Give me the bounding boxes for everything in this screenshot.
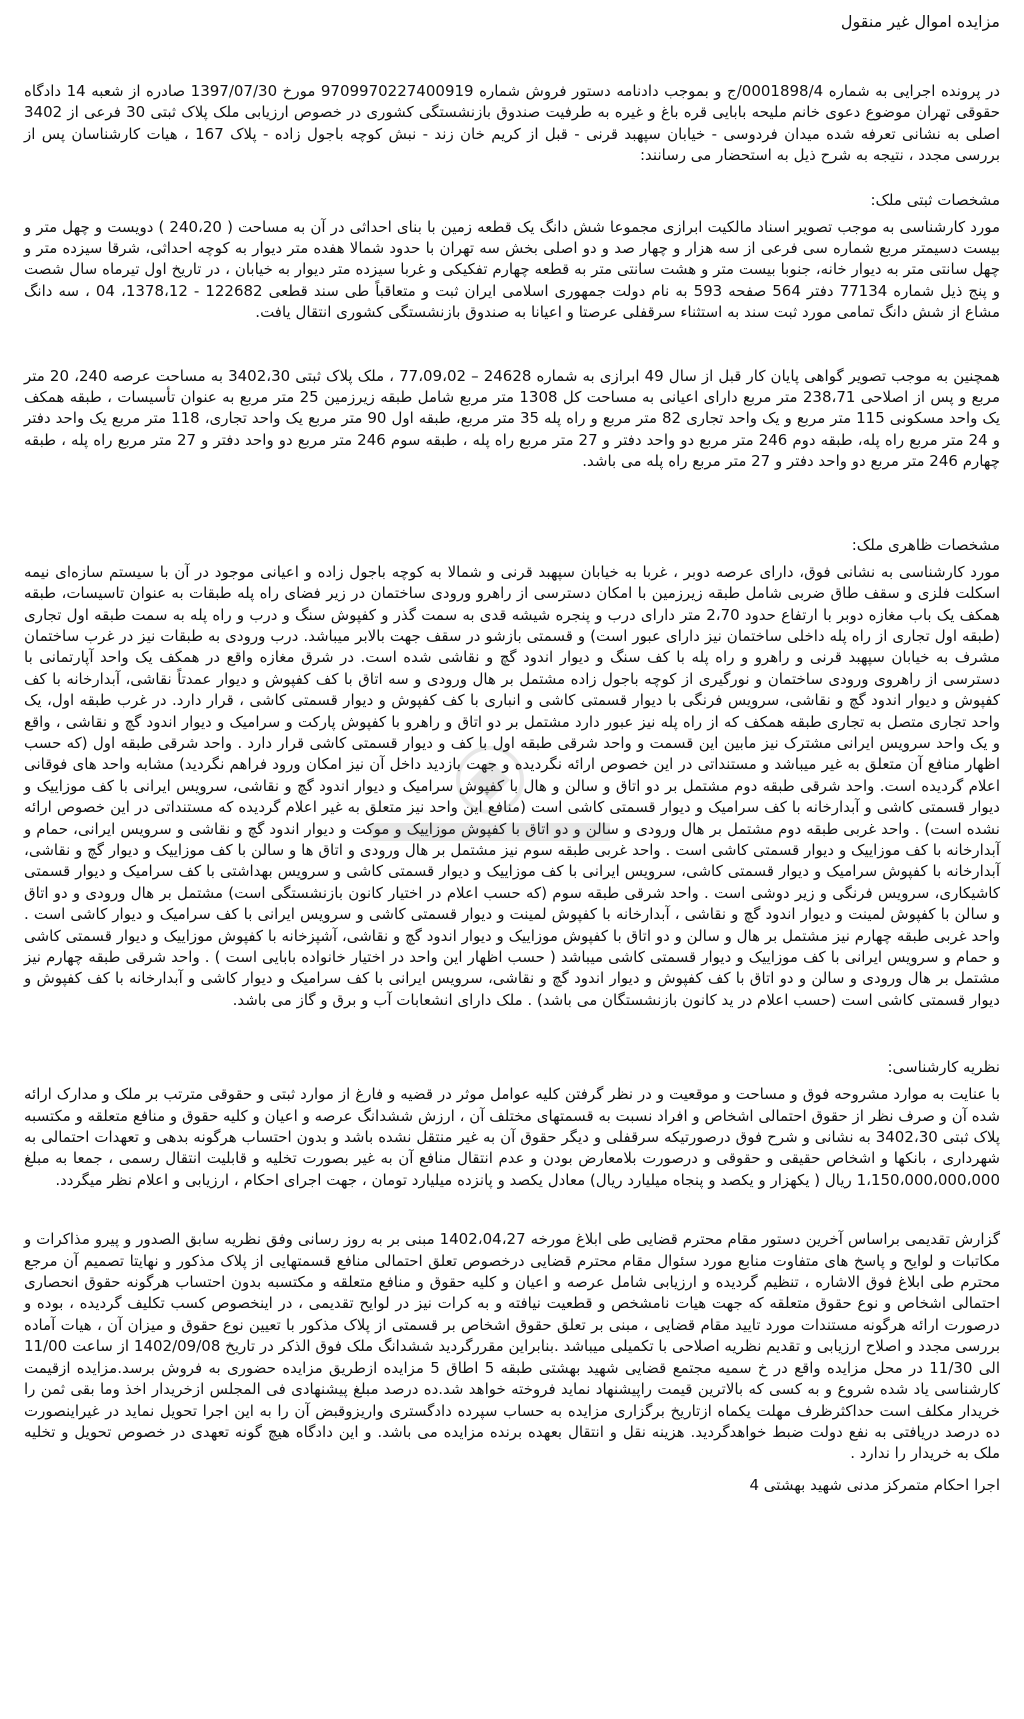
physical-paragraph: مورد کارشناسی به نشانی فوق، دارای عرصه دوبر ، غربا به خیابان سپهبد قرنی و شمالا به کوچه باجول زاده و اعیانی موجود در آن با سیستم سازه‌ای نیمه اسکلت فلزی و سقف طاق ضربی شامل طبقه زیرزمین با امکان دسترسی از راهرو ورودی ساختمان در زیر فضای راه پله طبقات به عنوان تاسیسات، طبقه همکف یک باب مغازه دوبر با ارتفاع حدود 2،70 متر دارای درب و پنجره شیشه قدی به سمت گذر و کفپوش سنگ و درب و راه پله به سمت طبقه اول تجاری (طبقه اول تجاری از راه پله داخلی ساختمان نیز دارای عبور است) و قسمتی بازشو در سقف جهت بالابر میباشد. درب ورودی به طبقات نیز در غرب ساختمان مشرف به خیابان سپهبد قرنی و راهرو و راه پله با کف سنگ و دیوار اندود گچ و نقاشی شده است. در شرق مغازه واقع در همکف یک واحد آپارتمانی با دسترسی از راهروی ورودی ساختمان و نورگیری از کوچه باجول زاده مشتمل بر هال ورودی و سه اتاق با کف کفپوش و دیوار عمدتاً نقاشی، آبدارخانه با کف کفپوش و دیوار اندود گچ و نقاشی، سرویس فرنگی با دیوار قسمتی کاشی و انباری با کف کفپوش و دیوار قسمتی کاشی ، قرار دارد. در غرب طبقه اول، یک واحد تجاری متصل به تجاری طبقه همکف که از راه پله نیز عبور دارد مشتمل بر دو اتاق و راهرو با کفپوش پارکت و سرامیک و دیوار اندود گچ و نقاشی ، واقع و یک واحد سرویس ایرانی مشترک نیز مابین این قسمت و واحد شرقی طبقه اول با کف و دیوار قسمتی کاشی قرار دارد . واحد شرقی طبقه اول (که حسب اظهار منافع آن متعلق به غیر میباشد و مستنداتی در این خصوص ارائه نگردیده و جهت بازدید داخل آن نیز امکان ورود فراهم نگردید) مشابه واحد های فوقانی اعلام گردیده است. واحد شرقی طبقه دوم مشتمل بر دو اتاق و سالن و هال با کفپوش سرامیک و دیوار اندود گچ و نقاشی، سرویس ایرانی با کف موزاییک و دیوار قسمتی کاشی و آبدارخانه با کف سرامیک و دیوار قسمتی کاشی است (منافع این واحد نیز متعلق به غیر اعلام گردیده که مستنداتی در این خصوص ارائه نشده است) . واحد غربی طبقه دوم مشتمل بر هال ورودی و سالن و دو اتاق با کفپوش موزاییک و موکت و دیوار اندود گچ و نقاشی و سرویس ایرانی، حمام و آبدارخانه با کف موزاییک و دیوار قسمتی کاشی است . واحد غربی طبقه سوم نیز مشتمل بر هال ورودی و اتاق ها و سالن با کف موزاییک و دیوار گچ و نقاشی، آبدارخانه با کفپوش سرامیک و دیوار قسمتی کاشی، سرویس ایرانی با کف موزاییک و دیوار قسمتی کاشی و سرویس بهداشتی با کف سرامیک و دیوار قسمتی کاشیکاری، سرویس فرنگی و زیر دوشی است . واحد شرقی طبقه سوم (که حسب اعلام در اختیار کانون بازنشستگی است) مشتمل بر هال ورودی و دو اتاق و سالن با کفپوش لمینت و دیوار اندود گچ و نقاشی ، آبدارخانه با کفپوش لمینت و دیوار قسمتی کاشی و سرویس ایرانی با کف سرامیک و دیوار کاشی است . واحد غربی طبقه چهارم نیز مشتمل بر هال و سالن و دو اتاق با کفپوش موزاییک و دیوار اندود گچ و نقاشی، آشپزخانه با کفپوش موزاییک و دیوار قسمتی کاشی و حمام و سرویس ایرانی با کف موزاییک و دیوار قسمتی کاشی میباشد ( حسب اظهار این واحد در اختیار خانواده بابایی است ) . واحد شرقی طبقه چهارم نیز مشتمل بر هال ورودی و سالن و دو اتاق با کف کفپوش و دیوار اندود گچ و نقاشی، سرویس ایرانی با کف سرامیک و دیوار کاشی و آبدارخانه با کف کفپوش و دیوار قسمتی کاشی است (حسب اعلام در ید کانون بازنشستگان می باشد) . ملک دارای انشعابات آب و برق و گاز می باشد. bbox=[24, 562, 1000, 1009]
opinion-paragraph: با عنایت به موارد مشروحه فوق و مساحت و موقعیت و در نظر گرفتن کلیه عوامل موثر در قضیه و فارغ از موارد ثبتی و حقوقی مترتب بر ملک و مدارک ارائه شده آن و صرف نظر از حقوق احتمالی اشخاص و افراد نسبت به قسمتهای مختلف آن ، ارزش ششدانگ عرصه و اعیان و کلیه حقوق و منافع متعلقه و مکتسبه پلاک ثبتی 3402،30 به نشانی و شرح فوق درصورتیکه سرقفلی و دیگر حقوق آن به غیر منتقل نشده باشد و بدون احتساب هرگونه بدهی و تعهدات احتمالی به شهرداری ، بانکها و اشخاص حقیقی و حقوقی و درصورت بلامعارض بودن و عدم انتقال منافع آن به غیر بصورت تخلیه و قابلیت انتقال رسمی ، جمعا به مبلغ 1،150،000،000،000 ریال ( یکهزار و یکصد و پنجاه میلیارد ریال) معادل یکصد و پانزده میلیارد تومان ، جهت اجرای احکام ، ارزیابی و اعلام نظر میگردد. bbox=[24, 1085, 1000, 1189]
report-paragraph: گزارش تقدیمی براساس آخرین دستور مقام محترم قضایی طی ابلاغ مورخه 1402،04،27 مبنی بر به روز رسانی وفق نظریه سابق الصدور و پیرو مذاکرات و مکاتبات و لوایح و پاسخ های متفاوت منابع مورد سئوال مقام محترم قضایی درخصوص تعلق احتمالی منافع قسمتهایی از پلاک مذکور و نهایتا تصمیم آن مرجع محترم طی ابلاغ فوق الاشاره ، تنظیم گردیده و ارزیابی شامل عرصه و اعیان و کلیه حقوق و منافع متعلقه و مکتسبه بدون احتساب هرگونه حقوق انحصاری احتمالی اشخاص و نوع حقوق متعلقه که جهت هیات نامشخص و قطعیت نیافته و به کرات نیز در لوایح تقدیمی ، در اینخصوص کسب تکلیف گردیده ، بوده و درصورت ارائه هرگونه مستندات مورد تایید مقام قضایی ، مبنی بر تعلق حقوق اشخاص بر قسمتی از پلاک مذکور با تعیین نوع حقوق و میزان آن ، هیات آماده بررسی مجدد و اصلاح ارزیابی و تقدیم نظریه اصلاحی با تکمیلی میباشد .بنابراین مقررگردید ششدانگ ملک فوق الذکر در تاریخ 1402/09/08 از ساعت 11/00 الی 11/30 در محل مزایده واقع در خ سمیه مجتمع قضایی شهید بهشتی طبقه 5 اطاق 5 مزایده ازطریق مزایده حضوری به فروش برسد.مزایده ازقیمت کارشناسی یاد شده شروع و به کسی که بالاترین قیمت راپیشنهاد نماید فروخته خواهد شد.ده درصد مبلغ پیشنهادی فی المجلس ازخریدار اخذ وما بقی ثمن را خریدار مکلف است حداکثرظرف مهلت یکماه ازتاریخ برگزاری مزایده به حساب سپرده دادگستری واریزوقبض آن را به این اجرا تحویل نماید در غیراینصورت ده درصد دریافتی به نفع دولت ضبط خواهدگردید. هزینه نقل و انتقال بعهده برنده مزایده می باشد. و این دادگاه هیچ گونه تعهدی در خصوص تحویل و تخلیه ملک به خریدار را ندارد . bbox=[24, 1230, 1001, 1463]
registry-paragraph: مورد کارشناسی به موجب تصویر اسناد مالکیت ابرازی مجموعا شش دانگ یک قطعه زمین با بنای احداثی در آن به مساحت ( 240،20 ) دویست و چهل متر و بیست دسیمتر مربع شماره سی فرعی از سه هزار و چهار صد و دو اصلی بخش سه تهران با حدود شمالا هفده متر دیوار به کوچه احداثی، شرقا سیزده متر و چهل سانتی متر به دیوار خانه، جنوبا بیست متر و هشت سانتی متر به قطعه چهارم تفکیکی و غربا سیزده متر دیوار به خیابان ، در تاریخ اول تیرماه سال شصت و پنج ذیل شماره 77134 دفتر 564 صفحه 593 به نام دولت جمهوری اسلامی ایران ثبت و متعاقباً طی سند قطعی 122682 - 1378،12، 04 ، سه دانگ مشاع از شش دانگ تمامی مورد ثبت سند به استثناء سرقفلی عرصتا و اعیانا به صندوق بازنشستگی کشوری انتقال یافت. bbox=[24, 217, 1001, 322]
physical-heading: مشخصات ظاهری ملک: bbox=[851, 535, 1000, 554]
registry-heading: مشخصات ثبتی ملک: bbox=[870, 190, 1000, 209]
page-title: مزایده اموال غیر منقول bbox=[840, 12, 1000, 31]
opinion-heading: نظریه کارشناسی: bbox=[887, 1058, 1000, 1077]
certificate-paragraph: همچنین به موجب تصویر گواهی پایان کار قبل از سال 49 ابرازی به شماره 24628 – 77،09،02 ، ملک پلاک ثبتی 3402،30 به مساحت عرصه 240، 20 متر مربع و پس از اصلاحی 238،71 متر مربع دارای اعیانی به مساحت کل 1308 متر مربع شامل طبقه زیرزمین 25 متر مربع به عنوان تأسیسات ، طبقه همکف یک واحد مسکونی 115 متر مربع و یک واحد تجاری 82 متر مربع و راه پله 35 متر مربع، طبقه اول 90 متر مربع یک واحد تجاری، 118 متر مربع یک واحد دفتر و 24 متر مربع راه پله، طبقه دوم 246 متر مربع دو واحد دفتر و 27 متر مربع راه پله ، طبقه سوم 246 متر مربع دو واحد دفتر و 27 متر مربع راه پله ، طبقه چهارم 246 متر مربع دو واحد دفتر و 27 متر مربع راه پله می باشد. bbox=[24, 366, 1001, 471]
intro-paragraph: در پرونده اجرایی به شماره 0001898/4/ج و بموجب دادنامه دستور فروش شماره 9709970227400919 مورخ 1397/07/30 صادره از شعبه 14 دادگاه حقوقی تهران موضوع دعوی خانم ملیحه بابایی قره باغ و غیره به طرفیت صندوق بازنشستگی کشوری در خصوص ارزیابی ملک پلاک ثبتی 30 فرعی از 3402 اصلی به نشانی تعرفه شده میدان فردوسی - خیابان سپهبد قرنی - قبل از کریم خان زند - نبش کوچه باجول زاده - پلاک 167 ، هیات کارشناسان پس از بررسی مجدد ، نتیجه به شرح ذیل به استحضار می رسانند: bbox=[24, 82, 1000, 165]
footer-signature: اجرا احکام متمرکز مدنی شهید بهشتی 4 bbox=[749, 1475, 1000, 1494]
